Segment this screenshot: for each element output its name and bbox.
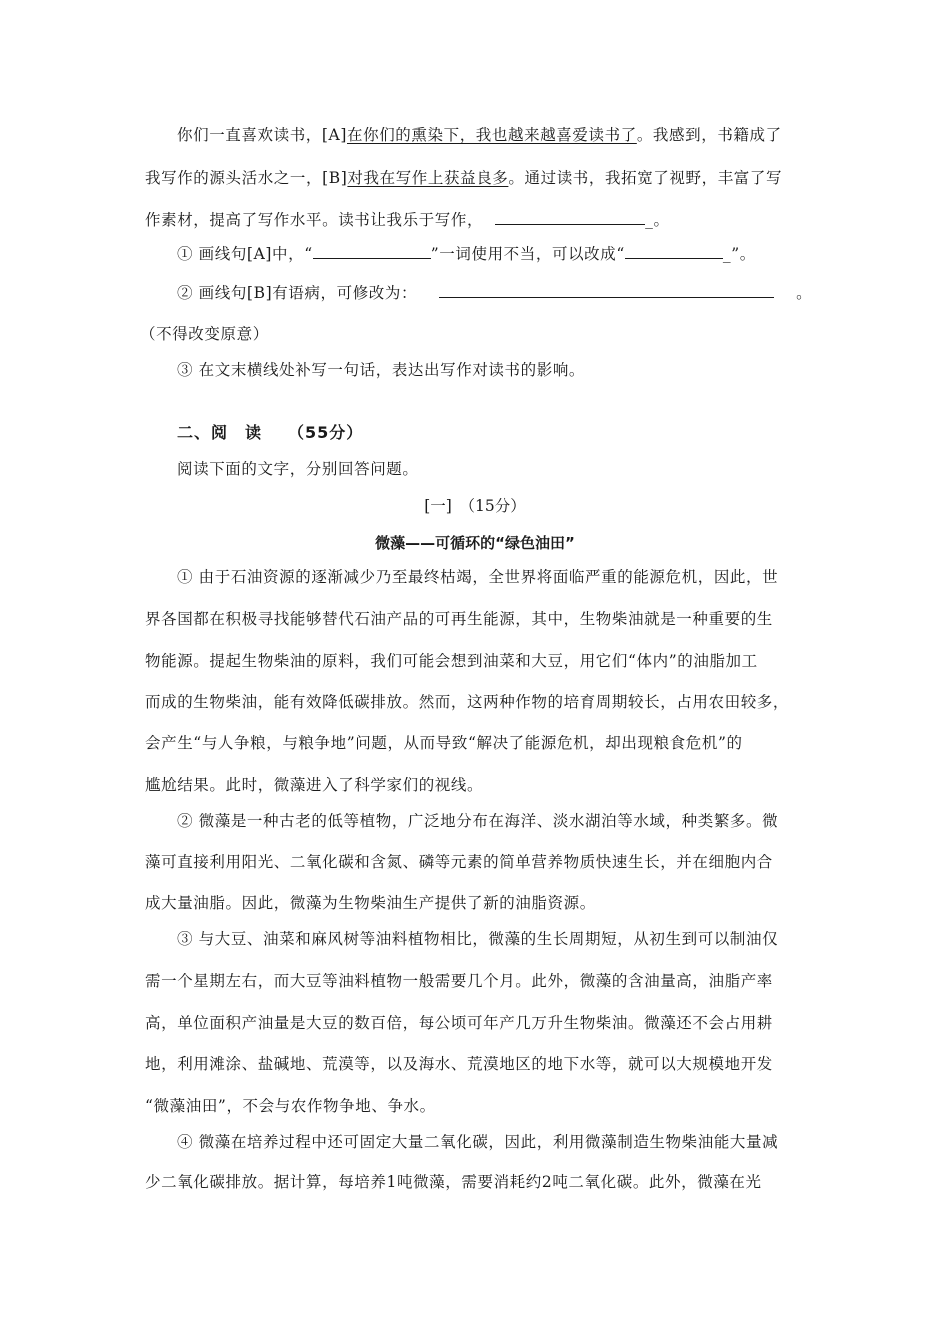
fill-blank-replacement[interactable]	[625, 244, 723, 259]
article-line: 藻可直接利用阳光、二氧化碳和含氮、磷等元素的简单营养物质快速生长，并在细胞内合	[145, 853, 773, 871]
fill-blank-word[interactable]	[313, 244, 431, 259]
text: 我写作的源头活水之一，[B]	[145, 169, 348, 187]
article-title: 微藻——可循环的“绿色油田”	[375, 534, 575, 552]
question-1	[177, 244, 842, 264]
section-heading: 二、阅 读 （55分）	[177, 423, 364, 442]
article-line: 而成的生物柴油，能有效降低碳排放。然而，这两种作物的培育周期较长，占用农田较多，	[145, 693, 790, 711]
instruction: 阅读下面的文字，分别回答问题。	[177, 460, 419, 478]
article-line: 成大量油脂。因此，微藻为生物柴油生产提供了新的油脂资源。	[145, 894, 596, 912]
article-line: 会产生“与人争粮，与粮争地”问题，从而导致“解决了能源危机，却出现粮食危机”的	[145, 734, 743, 752]
text: 你们一直喜欢读书，[A]	[177, 126, 347, 144]
part-label: [一] （15分）	[424, 497, 526, 515]
text: 。通过读书，我拓宽了视野，丰富了写	[508, 169, 783, 187]
paragraph-line	[145, 168, 810, 188]
article-line: 物能源。提起生物柴油的原料，我们可能会想到油菜和大豆，用它们“体内”的油脂加工	[145, 652, 758, 670]
paragraph-line	[177, 125, 842, 145]
text: _”。	[722, 245, 756, 263]
article-line: 尴尬结果。此时，微藻进入了科学家们的视线。	[145, 776, 484, 794]
fill-blank-revision[interactable]	[439, 283, 774, 298]
article-line: ② 微藻是一种古老的低等植物，广泛地分布在海洋、淡水湖泊等水域，种类繁多。微	[177, 812, 779, 830]
paragraph-line	[145, 210, 810, 230]
question-3: ③ 在文末横线处补写一句话，表达出写作对读书的影响。	[177, 361, 586, 379]
underlined-sentence-b: 对我在写作上获益良多	[347, 169, 509, 187]
note: （不得改变原意）	[140, 325, 269, 343]
article-line: 需一个星期左右，而大豆等油料植物一般需要几个月。此外，微藻的含油量高，油脂产率	[145, 972, 773, 990]
article-line: 界各国都在积极寻找能够替代石油产品的可再生能源，其中，生物柴油就是一种重要的生	[145, 610, 773, 628]
question-2	[177, 283, 842, 303]
text: _。	[645, 211, 670, 229]
text: 。我感到，书籍成了	[636, 126, 782, 144]
article-line: “微藻油田”，不会与农作物争地、争水。	[145, 1097, 436, 1115]
underlined-sentence-a: 在你们的熏染下，我也越来越喜爱读书了	[347, 126, 637, 144]
text: ”一词使用不当，可以改成“	[430, 245, 625, 263]
text: ① 画线句[A]中，“	[177, 245, 313, 263]
article-line: ① 由于石油资源的逐渐减少乃至最终枯竭，全世界将面临严重的能源危机，因此，世	[177, 568, 779, 586]
article-line: ③ 与大豆、油菜和麻风树等油料植物相比，微藻的生长周期短，从初生到可以制油仅	[177, 930, 779, 948]
article-line: ④ 微藻在培养过程中还可固定大量二氧化碳，因此，利用微藻制造生物柴油能大量减	[177, 1133, 779, 1151]
text: ② 画线句[B]有语病，可修改为：	[177, 284, 418, 302]
fill-blank-conclusion[interactable]	[495, 210, 645, 225]
text: 作素材，提高了写作水平。读书让我乐于写作，	[145, 211, 484, 229]
article-line: 高，单位面积产油量是大豆的数百倍，每公顷可年产几万升生物柴油。微藻还不会占用耕	[145, 1014, 773, 1032]
article-line: 少二氧化碳排放。据计算，每培养1吨微藻，需要消耗约2吨二氧化碳。此外，微藻在光	[145, 1173, 762, 1191]
article-line: 地，利用滩涂、盐碱地、荒漠等，以及海水、荒漠地区的地下水等，就可以大规模地开发	[145, 1055, 773, 1073]
text: 。	[796, 284, 813, 302]
